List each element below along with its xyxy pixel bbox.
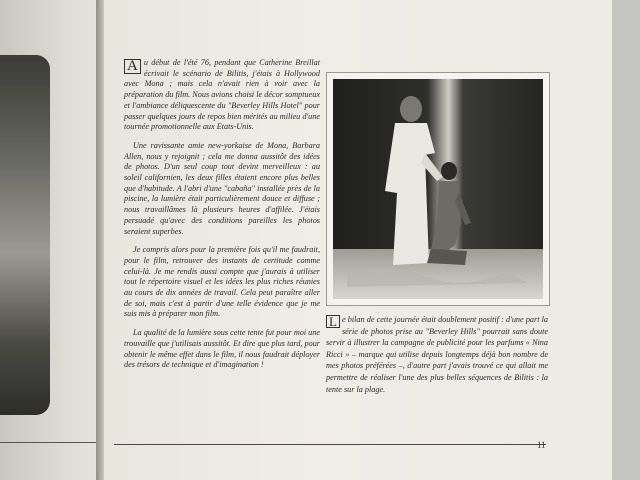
kneeling-figure-head: [441, 162, 457, 180]
paragraph-3: Je compris alors pour la première fois qu'il me faudrait, pour le film, retrouver des instants de certitude comme celui-là. Je me rendis aussi compte que j'aurais à utiliser tout le répertoire visuel et les idées les plus riches réunies au cours de dix années de travail. Cela peut paraître aller de soi, mais c'est à partir d'une telle évidence que je me suis mis à préparer mon film.: [124, 245, 320, 319]
facing-page-rule: [0, 442, 98, 443]
facing-page-left: [0, 0, 98, 480]
text-column-left: [124, 58, 320, 379]
book-page: [104, 0, 612, 480]
page-number: 11: [537, 440, 546, 450]
background-surface: [612, 0, 640, 480]
caption-paragraph-text: e bilan de cette journée était doublement positif : d'une part la série de photos prise au "Beverley Hills" pourrait sans doute servir à illustrer la campagne de publicité pour les parfums « Nina Ricci » – marque qui utilise depuis longtemps déjà bon nombre de mes photos préférées –, d'autre part j'avais trouvé ce qui allait me permettre de réaliser l'une des plus belles séquences de Bilitis : la tente sur la plage.: [326, 315, 548, 394]
paragraph-4: La qualité de la lumière sous cette tente fut pour moi une trouvaille que j'utilisais aussitôt. Et dire que plus tard, pour obtenir le même effet dans le film, il nous faudrait déployer des trésors de technique et d'imagination !: [124, 328, 320, 370]
dropcap-a: A: [124, 59, 141, 74]
footer-rule: [114, 444, 546, 445]
paragraph-1: [124, 58, 320, 133]
text-column-right: [326, 314, 548, 395]
paragraph-2: Une ravissante amie new-yorkaise de Mona, Barbara Allen, nous y rejoignit ; cela me donna aussitôt des idées de photos. D'un seul coup tout devint merveilleux : au soleil californien, les deux filles étaient encore plus belles que d'habitude. A l'abri d'une "cabaña" installée près de la piscine, la lumière était particulièrement douce et diffuse ; nous travaillâmes là plusieurs heures d'affilée. J'étais persuadé qu'avec des conditions pareilles les photos seraient superbes.: [124, 140, 320, 236]
photo-illustration: [327, 73, 549, 305]
caption-paragraph: [326, 314, 548, 395]
standing-figure-head: [400, 96, 422, 122]
black-and-white-photo: [326, 72, 550, 306]
dropcap-l: L: [326, 315, 340, 328]
paragraph-1-text: u début de l'été 76, pendant que Catherine Breillat écrivait le scénario de Bilitis, j'étais à Hollywood avec Mona ; mais cela n'avait rien à voir avec la préparation du film. Nous avions choisi le décor somptueux et l'ambiance déliquescente du "Beverley Hills Hotel" pour passer quelques jours de repos bien mérités au milieu d'une tournée promotionnelle aux Etats-Unis.: [124, 58, 320, 132]
facing-page-photo: [0, 55, 50, 415]
